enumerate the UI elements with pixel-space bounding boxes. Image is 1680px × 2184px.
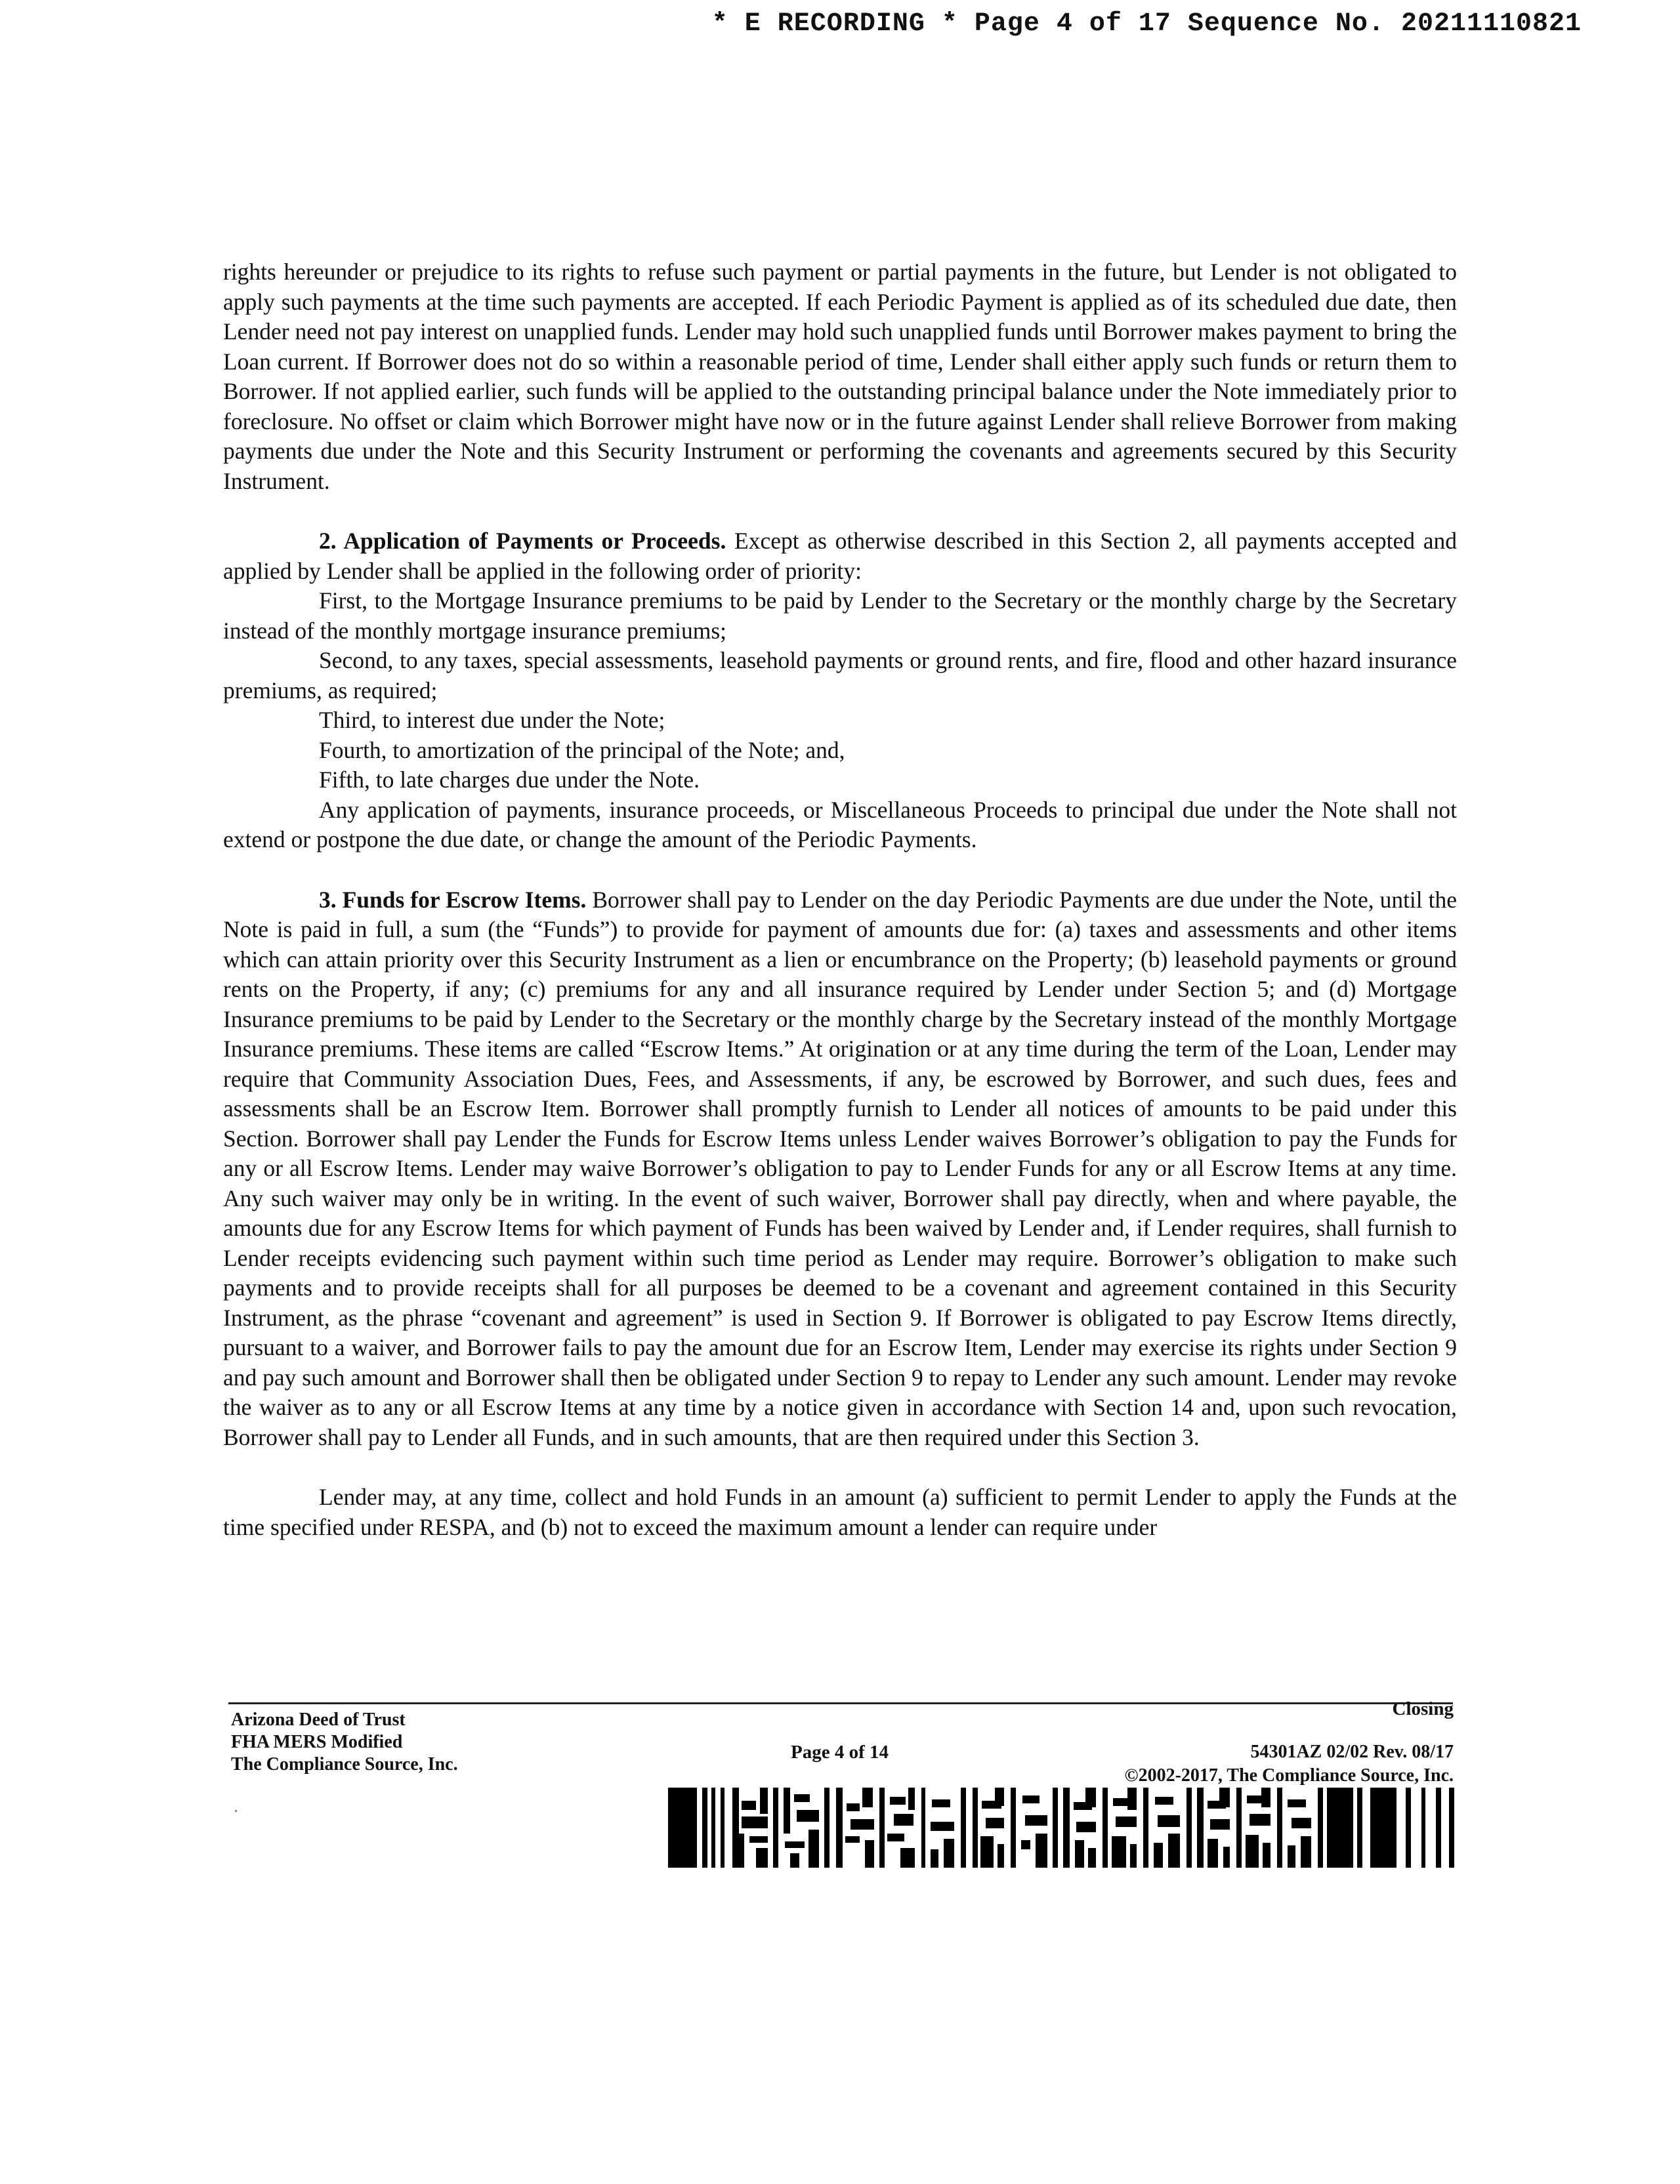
footer-page-number: Page 4 of 14: [791, 1742, 889, 1763]
paragraph-lender-may: Lender may, at any time, collect and hold Funds in an amount (a) sufficient to permit Lender to apply the Funds at the time specified under RESPA, and (b) not to exceed the maximum amount a lender can require under: [223, 1484, 1457, 1540]
paragraph-continuation: rights hereunder or prejudice to its rights to refuse such payment or partial payments in the future, but Lender is not obligated to apply such payments at the time such payments are accepted. If each Periodic Payment is applied as of its scheduled due date, then Lender need not pay interest on unapplied funds. Lender may hold such unapplied funds until Borrower makes payment to bring the Loan current. If Borrower does not do so within a reasonable period of time, Lender shall either apply such funds or return them to Borrower. If not applied earlier, such funds will be applied to the outstanding principal balance under the Note immediately prior to foreclosure. No offset or claim which Borrower might have now or in the future against Lender shall relieve Borrower from making payments due under the Note and this Security Instrument or performing the covenants and agreements secured by this Security Instrument.: [223, 259, 1457, 494]
footer-doc-variant: FHA MERS Modified: [231, 1732, 403, 1752]
section-2-paragraph: [223, 526, 1457, 586]
priority-third: Third, to interest due under the Note;: [319, 707, 665, 733]
footer-copyright: ©2002-2017, The Compliance Source, Inc.: [1124, 1765, 1454, 1786]
priority-fourth: Fourth, to amortization of the principal of the Note; and,: [319, 736, 845, 763]
priority-first: First, to the Mortgage Insurance premiums to be paid by Lender to the Secretary or the monthly charge by the Secretary instead of the monthly mortgage insurance premiums;: [223, 587, 1457, 644]
priority-fifth: Fifth, to late charges due under the Note.: [319, 766, 700, 793]
footer-closing-label: Closing: [1392, 1698, 1454, 1719]
section-3-paragraph: [223, 885, 1457, 1453]
section-2-title: 2. Application of Payments or Proceeds.: [319, 528, 726, 554]
section-3-title: 3. Funds for Escrow Items.: [319, 886, 587, 913]
scan-artifact: [235, 1810, 237, 1812]
footer-divider: [228, 1702, 1453, 1704]
footer-form-number: 54301AZ 02/02 Rev. 08/17: [1250, 1742, 1454, 1762]
application-note: Any application of payments, insurance proceeds, or Miscellaneous Proceeds to principal due under the Note shall not extend or postpone the due date, or change the amount of the Periodic Payments.: [223, 796, 1457, 852]
section-2-text: Except as otherwise described in this Section 2, all payments accepted and applied by Lender shall be applied in the following order of priority:: [223, 528, 1457, 584]
section-3-text: Borrower shall pay to Lender on the day Periodic Payments are due under the Note, until the Note is paid in full, a sum (the “Funds”) to provide for payment of amounts due for: (a) taxes and assessments and other items which can attain priority over this Security Instrument as a lien or encumbrance on the Property; (b) leasehold payments or ground rents on the Property, if any; (c) premiums for any and all insurance required by Lender under Section 5; and (d) Mortgage Insurance premiums to be paid by Lender to the Secretary or the monthly charge by the Secretary instead of the monthly Mortgage Insurance premiums. These items are called “Escrow Items.” At origination or at any time during the term of the Loan, Lender may require that Community Association Dues, Fees, and Assessments, if any, be escrowed by Borrower, and such dues, fees and assessments shall be an Escrow Item. Borrower shall promptly furnish to Lender all notices of amounts to be paid under this Section. Borrower shall pay Lender the Funds for Escrow Items unless Lender waives Borrower’s obligation to pay the Funds for any or all Escrow Items. Lender may waive Borrower’s obligation to pay to Lender Funds for any or all Escrow Items at any time. Any such waiver may only be in writing. In the event of such waiver, Borrower shall pay directly, when and where payable, the amounts due for any Escrow Items for which payment of Funds has been waived by Lender and, if Lender requires, shall furnish to Lender receipts evidencing such payment within such time period as Lender may require. Borrower’s obligation to make such payments and to provide receipts shall for all purposes be deemed to be a covenant and agreement contained in this Security Instrument, as the phrase “covenant and agreement” is used in Section 9. If Borrower is obligated to pay Escrow Items directly, pursuant to a waiver, and Borrower fails to pay the amount due for an Escrow Item, Lender may exercise its rights under Section 9 and pay such amount and Borrower shall then be obligated under Section 9 to repay to Lender any such amount. Lender may revoke the waiver as to any or all Escrow Items at any time by a notice given in accordance with Section 14 and, upon such revocation, Borrower shall pay to Lender all Funds, and in such amounts, that are then required under this Section 3.: [223, 886, 1457, 1450]
barcode-image: [668, 1788, 1454, 1868]
document-body: [223, 257, 1457, 1542]
recording-header: * E RECORDING * Page 4 of 17 Sequence No. 20211110821: [711, 9, 1582, 39]
footer-doc-title: Arizona Deed of Trust: [231, 1710, 406, 1730]
footer-document-info: [231, 1709, 458, 1776]
priority-second: Second, to any taxes, special assessments, leasehold payments or ground rents, and fire, flood and other hazard insurance premiums, as required;: [223, 647, 1457, 704]
footer-publisher: The Compliance Source, Inc.: [231, 1754, 458, 1774]
